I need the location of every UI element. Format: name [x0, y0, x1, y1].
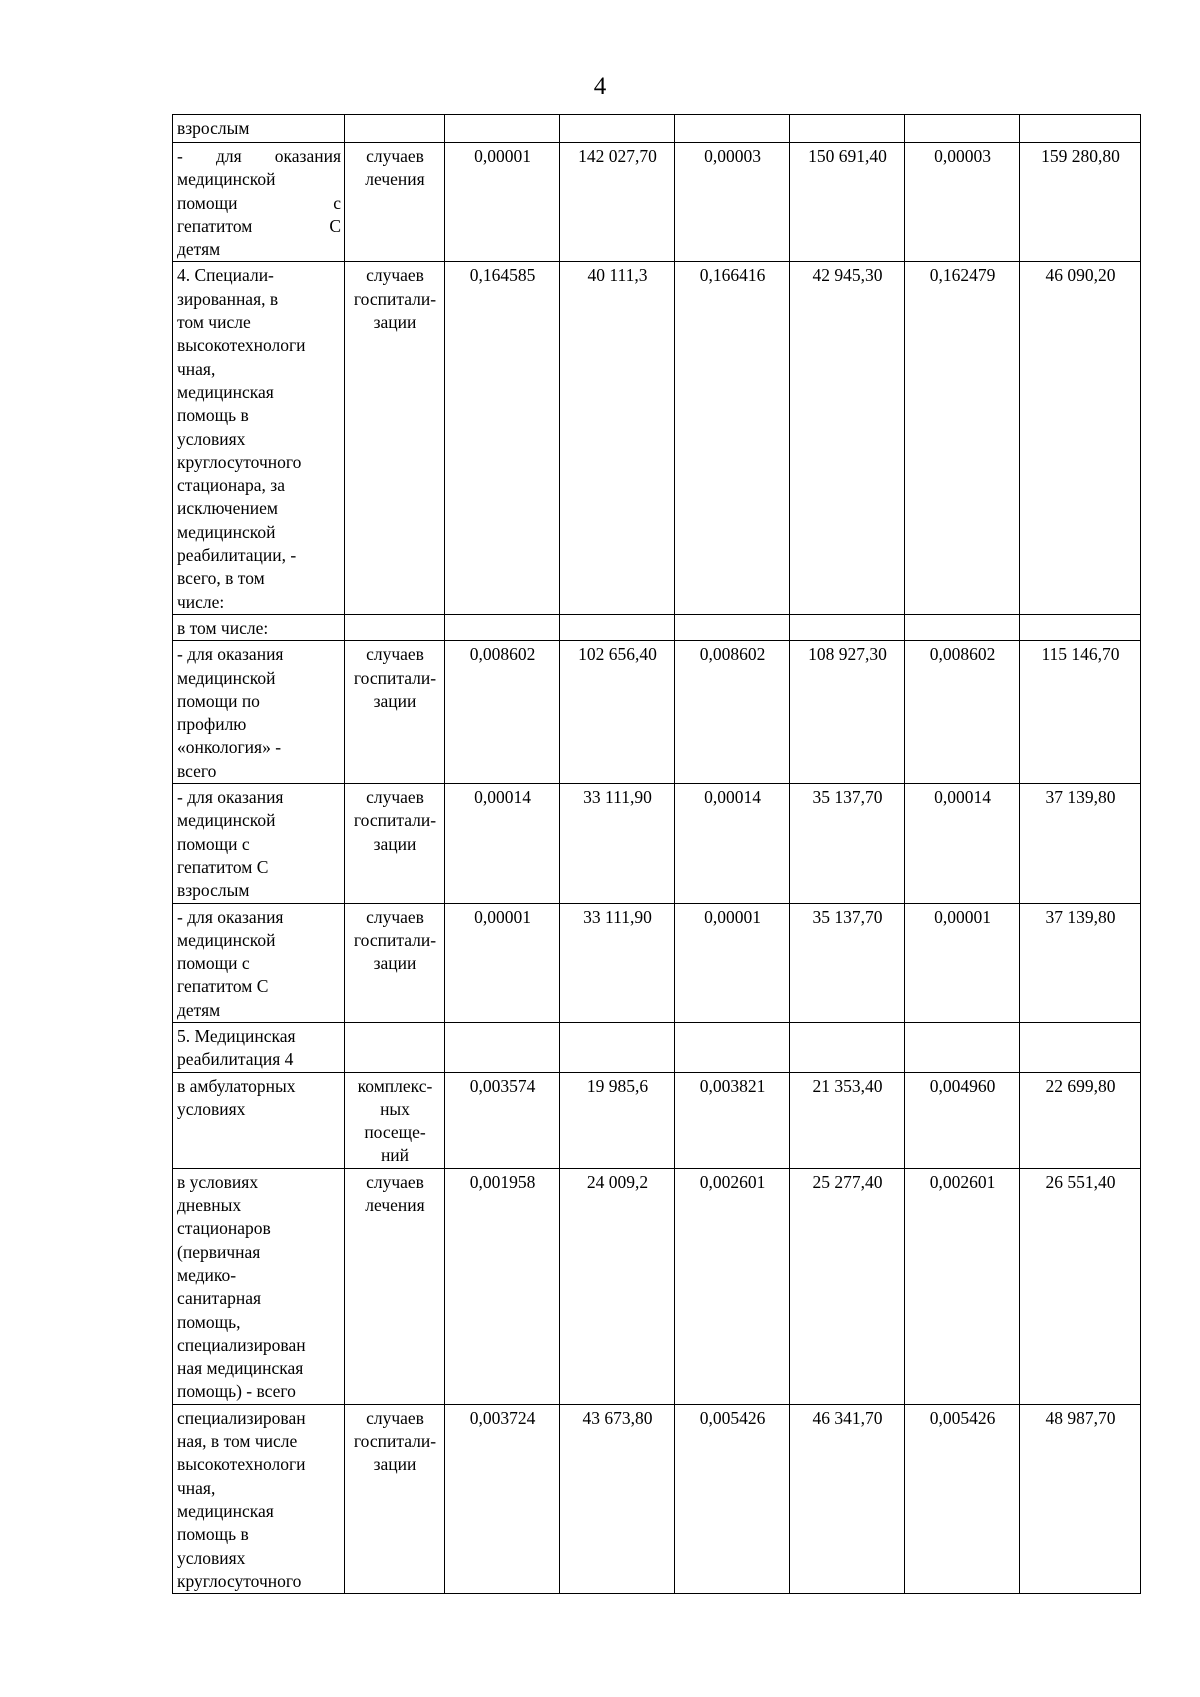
value-cell: 21 353,40: [790, 1072, 905, 1168]
cell-line: условиях: [177, 1547, 246, 1568]
cell-line: числе:: [177, 591, 225, 612]
value-cell: [445, 115, 560, 143]
cell-line: профилю: [177, 714, 247, 735]
value-cell: [1020, 115, 1141, 143]
cell-line: случаев: [366, 1171, 424, 1192]
value-cell: [790, 115, 905, 143]
cell-line: детям: [177, 999, 221, 1020]
value-cell: 0,005426: [675, 1404, 790, 1593]
table-row: [173, 1072, 1141, 1168]
value-cell: 0,003724: [445, 1404, 560, 1593]
cell-line: ных: [380, 1098, 410, 1119]
value-cell: 24 009,2: [560, 1168, 675, 1404]
value-cell: 19 985,6: [560, 1072, 675, 1168]
cell-line: круглосуточного: [177, 1570, 302, 1591]
unit-cell: [345, 143, 445, 262]
value-cell: [445, 1022, 560, 1072]
cell-line: в том числе:: [177, 617, 269, 638]
value-cell: [905, 614, 1020, 640]
value-cell: 33 111,90: [560, 784, 675, 903]
value-cell: 0,00014: [675, 784, 790, 903]
cell-line: взрослым: [177, 880, 250, 901]
indicator-name-cell: [173, 1404, 345, 1593]
cell-line: гепатитом С: [177, 856, 269, 877]
cell-line: госпитали-: [353, 288, 437, 309]
cell-line: медико-: [177, 1264, 237, 1285]
cell-line: медицинской: [177, 521, 276, 542]
cell-line: в амбулаторных: [177, 1075, 296, 1096]
value-cell: 35 137,70: [790, 903, 905, 1022]
normatives-table: [172, 114, 1141, 1594]
value-cell: 108 927,30: [790, 641, 905, 784]
cell-line: взрослым: [177, 118, 250, 138]
value-cell: 0,005426: [905, 1404, 1020, 1593]
value-cell: [445, 614, 560, 640]
value-cell: 0,00001: [905, 903, 1020, 1022]
value-cell: 0,00001: [445, 903, 560, 1022]
cell-line: комплекс-: [357, 1075, 433, 1096]
cell-line: в условиях: [177, 1171, 259, 1192]
table-row: [173, 1404, 1141, 1593]
unit-cell: [345, 614, 445, 640]
cell-line: круглосуточного: [177, 451, 302, 472]
unit-cell: [345, 1168, 445, 1404]
value-cell: 150 691,40: [790, 143, 905, 262]
value-cell: [675, 1022, 790, 1072]
cell-line: 5. Медицинская: [177, 1025, 296, 1046]
value-cell: 0,00003: [675, 143, 790, 262]
value-cell: 35 137,70: [790, 784, 905, 903]
value-cell: 0,002601: [905, 1168, 1020, 1404]
cell-line: (первичная: [177, 1241, 261, 1262]
cell-line: помощи с: [177, 953, 250, 974]
cell-line: помощь) - всего: [177, 1381, 296, 1402]
cell-line: гепатитом С: [177, 976, 269, 997]
value-cell: 37 139,80: [1020, 903, 1141, 1022]
indicator-name-cell: [173, 641, 345, 784]
table-row: [173, 143, 1141, 262]
value-cell: 0,00014: [905, 784, 1020, 903]
value-cell: 43 673,80: [560, 1404, 675, 1593]
value-cell: [1020, 614, 1141, 640]
value-cell: [905, 115, 1020, 143]
cell-line: случаев: [366, 644, 424, 665]
value-cell: [560, 1022, 675, 1072]
cell-line: детям: [177, 239, 221, 260]
indicator-name-cell: [173, 115, 345, 143]
value-cell: 0,002601: [675, 1168, 790, 1404]
indicator-name-cell: [173, 903, 345, 1022]
cell-line: помощь в: [177, 405, 249, 426]
table-row: [173, 614, 1141, 640]
cell-line: посеще-: [364, 1122, 426, 1143]
cell-line: специализирован: [177, 1407, 306, 1428]
cell-line: специализирован: [177, 1334, 306, 1355]
cell-line: 4. Специали-: [177, 265, 274, 286]
cell-line: случаев: [366, 1407, 424, 1428]
value-cell: 0,001958: [445, 1168, 560, 1404]
value-cell: 0,00001: [675, 903, 790, 1022]
unit-cell: [345, 1404, 445, 1593]
cell-line: всего, в том: [177, 568, 265, 589]
value-cell: 37 139,80: [1020, 784, 1141, 903]
cell-line: том числе: [177, 312, 251, 333]
cell-line: санитарная: [177, 1288, 262, 1309]
cell-line: ная медицинская: [177, 1358, 304, 1379]
table-row: [173, 115, 1141, 143]
table-row: [173, 1022, 1141, 1072]
unit-cell: [345, 262, 445, 614]
cell-line: лечения: [365, 169, 425, 190]
table-row: [173, 641, 1141, 784]
cell-line: всего: [177, 760, 217, 781]
value-cell: 0,166416: [675, 262, 790, 614]
cell-line: реабилитации, -: [177, 545, 297, 566]
cell-line: медицинская: [177, 1500, 274, 1521]
value-cell: 0,008602: [445, 641, 560, 784]
value-cell: 0,004960: [905, 1072, 1020, 1168]
cell-line: помощь в: [177, 1524, 249, 1545]
value-cell: 40 111,3: [560, 262, 675, 614]
value-cell: 25 277,40: [790, 1168, 905, 1404]
value-cell: 0,003821: [675, 1072, 790, 1168]
unit-cell: [345, 1022, 445, 1072]
value-cell: 0,00014: [445, 784, 560, 903]
value-cell: [560, 115, 675, 143]
cell-line: зации: [373, 312, 417, 333]
indicator-name-cell: [173, 1022, 345, 1072]
cell-line: исключением: [177, 498, 278, 519]
cell-line: чная,: [177, 358, 216, 379]
cell-line: помощь,: [177, 1311, 241, 1332]
cell-line: медицинской: [177, 929, 276, 950]
cell-line: стационаров: [177, 1218, 271, 1239]
unit-cell: [345, 784, 445, 903]
cell-line: случаев: [366, 906, 424, 927]
cell-line: помощи с: [177, 192, 341, 213]
value-cell: 0,164585: [445, 262, 560, 614]
table-row: [173, 1168, 1141, 1404]
value-cell: 46 341,70: [790, 1404, 905, 1593]
value-cell: [675, 115, 790, 143]
cell-line: госпитали-: [353, 1431, 437, 1452]
cell-line: медицинской: [177, 810, 276, 831]
cell-line: случаев: [366, 787, 424, 808]
cell-line: гепатитом С: [177, 215, 341, 236]
cell-line: лечения: [365, 1195, 425, 1216]
cell-line: - для оказания: [177, 644, 284, 665]
indicator-name-cell: [173, 1072, 345, 1168]
value-cell: [790, 614, 905, 640]
value-cell: 22 699,80: [1020, 1072, 1141, 1168]
value-cell: 142 027,70: [560, 143, 675, 262]
unit-cell: [345, 903, 445, 1022]
value-cell: [560, 614, 675, 640]
page-number: 4: [593, 73, 607, 100]
value-cell: 48 987,70: [1020, 1404, 1141, 1593]
value-cell: [790, 1022, 905, 1072]
indicator-name-cell: [173, 143, 345, 262]
unit-cell: [345, 641, 445, 784]
value-cell: 159 280,80: [1020, 143, 1141, 262]
table-row: [173, 784, 1141, 903]
cell-line: условиях: [177, 428, 246, 449]
cell-line: зированная, в: [177, 288, 279, 309]
cell-line: реабилитация 4: [177, 1049, 294, 1070]
cell-line: случаев: [366, 146, 424, 166]
indicator-name-cell: [173, 1168, 345, 1404]
table-row: [173, 262, 1141, 614]
cell-line: стационара, за: [177, 475, 285, 496]
indicator-name-cell: [173, 262, 345, 614]
cell-line: зации: [373, 690, 417, 711]
cell-line: медицинская: [177, 381, 274, 402]
cell-line: зации: [373, 953, 417, 974]
value-cell: [1020, 1022, 1141, 1072]
cell-line: ная, в том числе: [177, 1431, 298, 1452]
cell-line: госпитали-: [353, 667, 437, 688]
cell-line: зации: [373, 1454, 417, 1475]
value-cell: 26 551,40: [1020, 1168, 1141, 1404]
value-cell: 102 656,40: [560, 641, 675, 784]
cell-line: дневных: [177, 1195, 242, 1216]
cell-line: высокотехнологи: [177, 335, 306, 356]
cell-line: высокотехнологи: [177, 1454, 306, 1475]
cell-line: помощи по: [177, 690, 260, 711]
table-row: [173, 903, 1141, 1022]
value-cell: 33 111,90: [560, 903, 675, 1022]
cell-line: госпитали-: [353, 810, 437, 831]
value-cell: 46 090,20: [1020, 262, 1141, 614]
value-cell: 0,008602: [905, 641, 1020, 784]
value-cell: 0,00001: [445, 143, 560, 262]
cell-line: «онкология» -: [177, 737, 282, 758]
value-cell: 0,008602: [675, 641, 790, 784]
indicator-name-cell: [173, 784, 345, 903]
cell-line: чная,: [177, 1477, 216, 1498]
cell-line: случаев: [366, 265, 424, 286]
value-cell: [675, 614, 790, 640]
value-cell: [905, 1022, 1020, 1072]
cell-line: ний: [380, 1145, 410, 1166]
cell-line: зации: [373, 833, 417, 854]
value-cell: 115 146,70: [1020, 641, 1141, 784]
cell-line: - для оказания: [177, 787, 284, 808]
unit-cell: [345, 1072, 445, 1168]
value-cell: 42 945,30: [790, 262, 905, 614]
cell-line: - для оказания: [177, 906, 284, 927]
value-cell: 0,162479: [905, 262, 1020, 614]
cell-line: госпитали-: [353, 929, 437, 950]
unit-cell: [345, 115, 445, 143]
indicator-name-cell: [173, 614, 345, 640]
value-cell: 0,00003: [905, 143, 1020, 262]
cell-line: - для оказания: [177, 146, 341, 166]
cell-line: условиях: [177, 1098, 246, 1119]
cell-line: медицинской: [177, 667, 276, 688]
cell-line: помощи с: [177, 833, 250, 854]
value-cell: 0,003574: [445, 1072, 560, 1168]
cell-line: медицинской: [177, 169, 276, 190]
